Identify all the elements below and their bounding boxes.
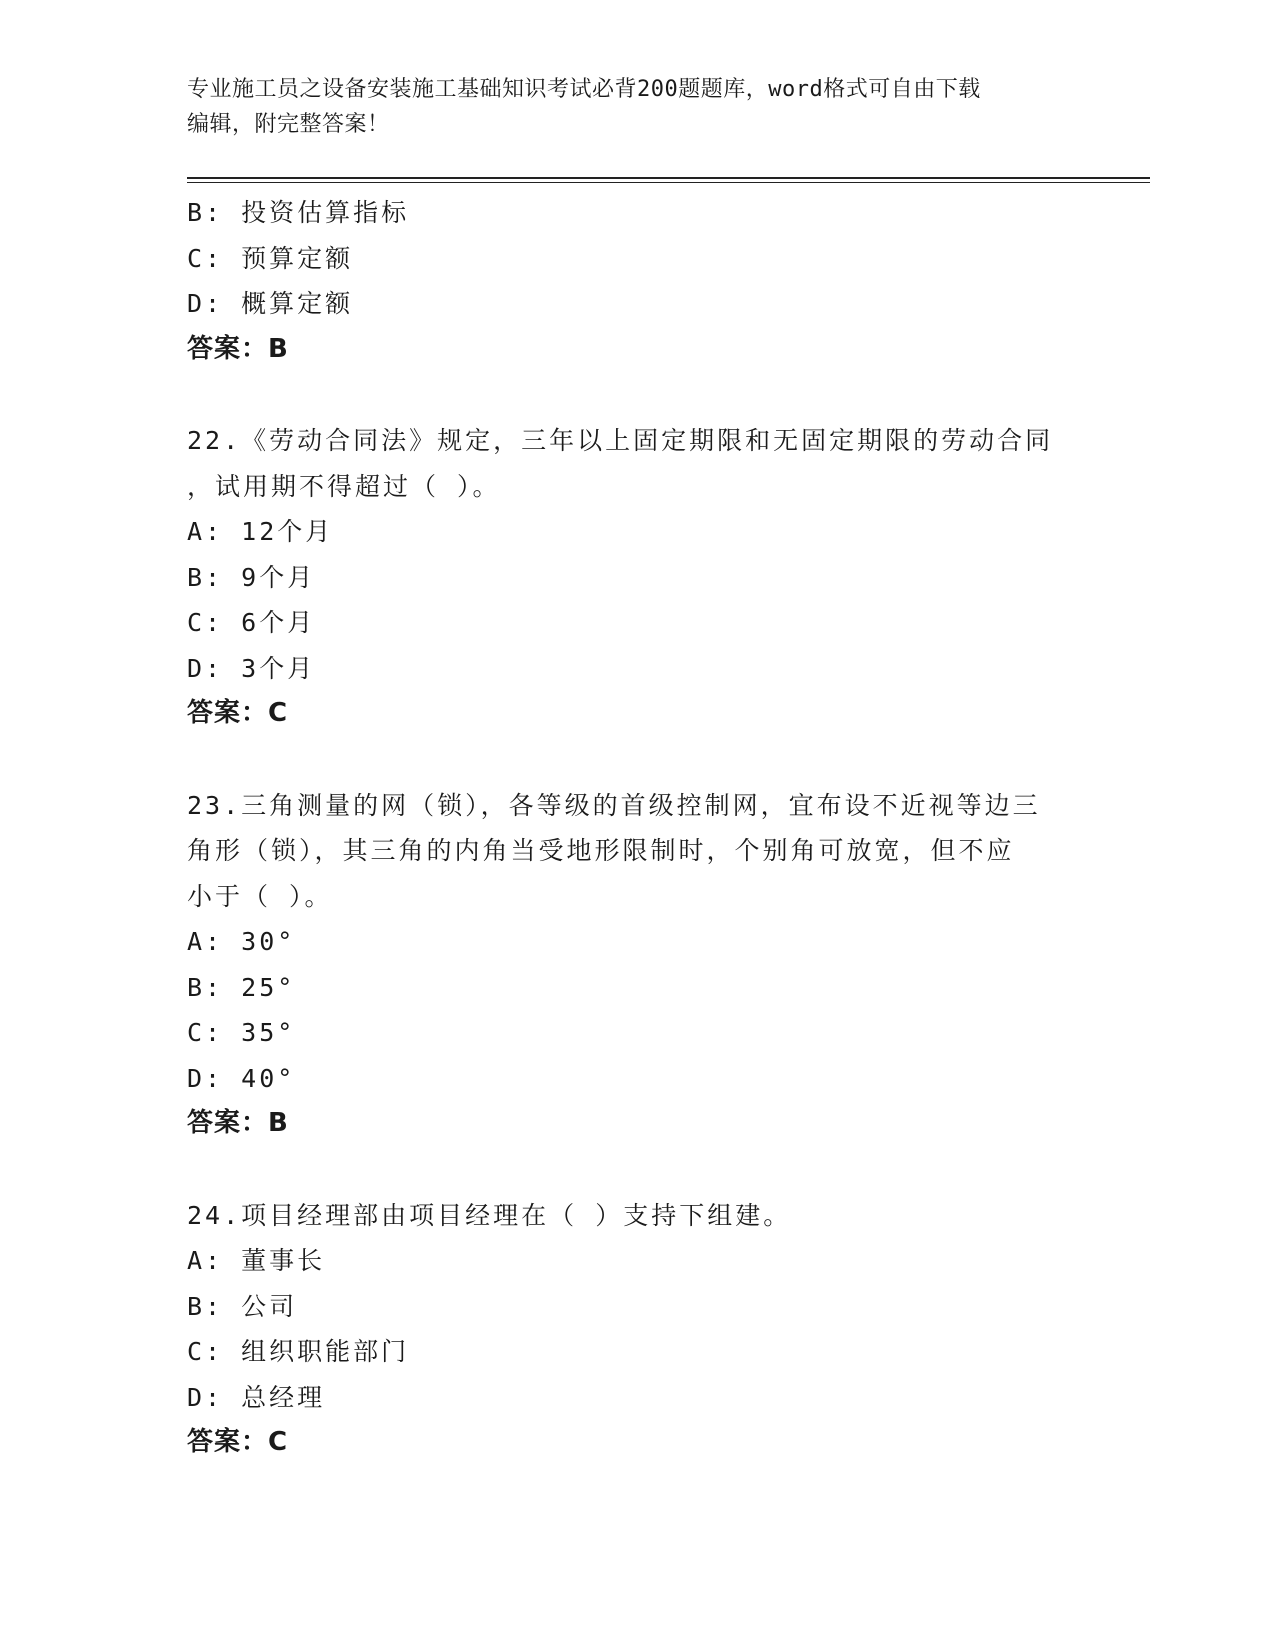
- option-a: A: 董事长: [187, 1246, 326, 1275]
- option-d: D: 40°: [187, 1063, 296, 1093]
- question-23: [187, 783, 1077, 1147]
- question-text-line: 23.三角测量的网（锁），各等级的首级控制网，宜布设不近视等边三: [187, 790, 1041, 820]
- option-d: D: 3个月: [187, 653, 316, 683]
- header-line-1: 专业施工员之设备安装施工基础知识考试必背200题题库，word格式可自由下载: [187, 77, 981, 102]
- spacer: [187, 372, 1077, 418]
- option-b: B: 25°: [187, 972, 296, 1002]
- question-list: [187, 190, 1077, 1466]
- question-text-line: 24.项目经理部由项目经理在（ ）支持下组建。: [187, 1200, 792, 1230]
- option-b: B: 9个月: [187, 562, 316, 592]
- option-c: C: 6个月: [187, 608, 316, 637]
- option-c: C: 组织职能部门: [187, 1337, 410, 1366]
- answer-line: 答案：C: [187, 1427, 289, 1457]
- question-22: [187, 418, 1077, 737]
- option-c: C: 预算定额: [187, 243, 354, 273]
- header-line-2: 编辑，附完整答案！: [187, 112, 390, 137]
- question-text-line: 小于（ ）。: [187, 881, 333, 911]
- option-b: B: 投资估算指标: [187, 198, 410, 227]
- answer-line: 答案：B: [187, 333, 289, 364]
- question-text-line: 22.《劳动合同法》规定，三年以上固定期限和无固定期限的劳动合同: [187, 426, 1054, 455]
- question-text-line: 角形（锁），其三角的内角当受地形限制时，个别角可放宽，但不应: [187, 836, 1015, 865]
- option-a: A: 30°: [187, 927, 296, 956]
- spacer: [187, 737, 1077, 783]
- header-rule-thick: [187, 177, 1150, 179]
- question-24: [187, 1193, 1077, 1466]
- answer-line: 答案：C: [187, 698, 289, 728]
- question-text-line: ，试用期不得超过（ ）。: [187, 471, 501, 501]
- question-21: [187, 190, 1077, 372]
- option-d: D: 概算定额: [187, 289, 354, 318]
- option-a: A: 12个月: [187, 517, 334, 546]
- option-c: C: 35°: [187, 1018, 296, 1047]
- spacer: [187, 1147, 1077, 1193]
- option-d: D: 总经理: [187, 1382, 326, 1412]
- answer-line: 答案：B: [187, 1108, 289, 1138]
- header-rule-thin: [187, 182, 1150, 183]
- document-header: [187, 72, 1067, 142]
- option-b: B: 公司: [187, 1291, 298, 1321]
